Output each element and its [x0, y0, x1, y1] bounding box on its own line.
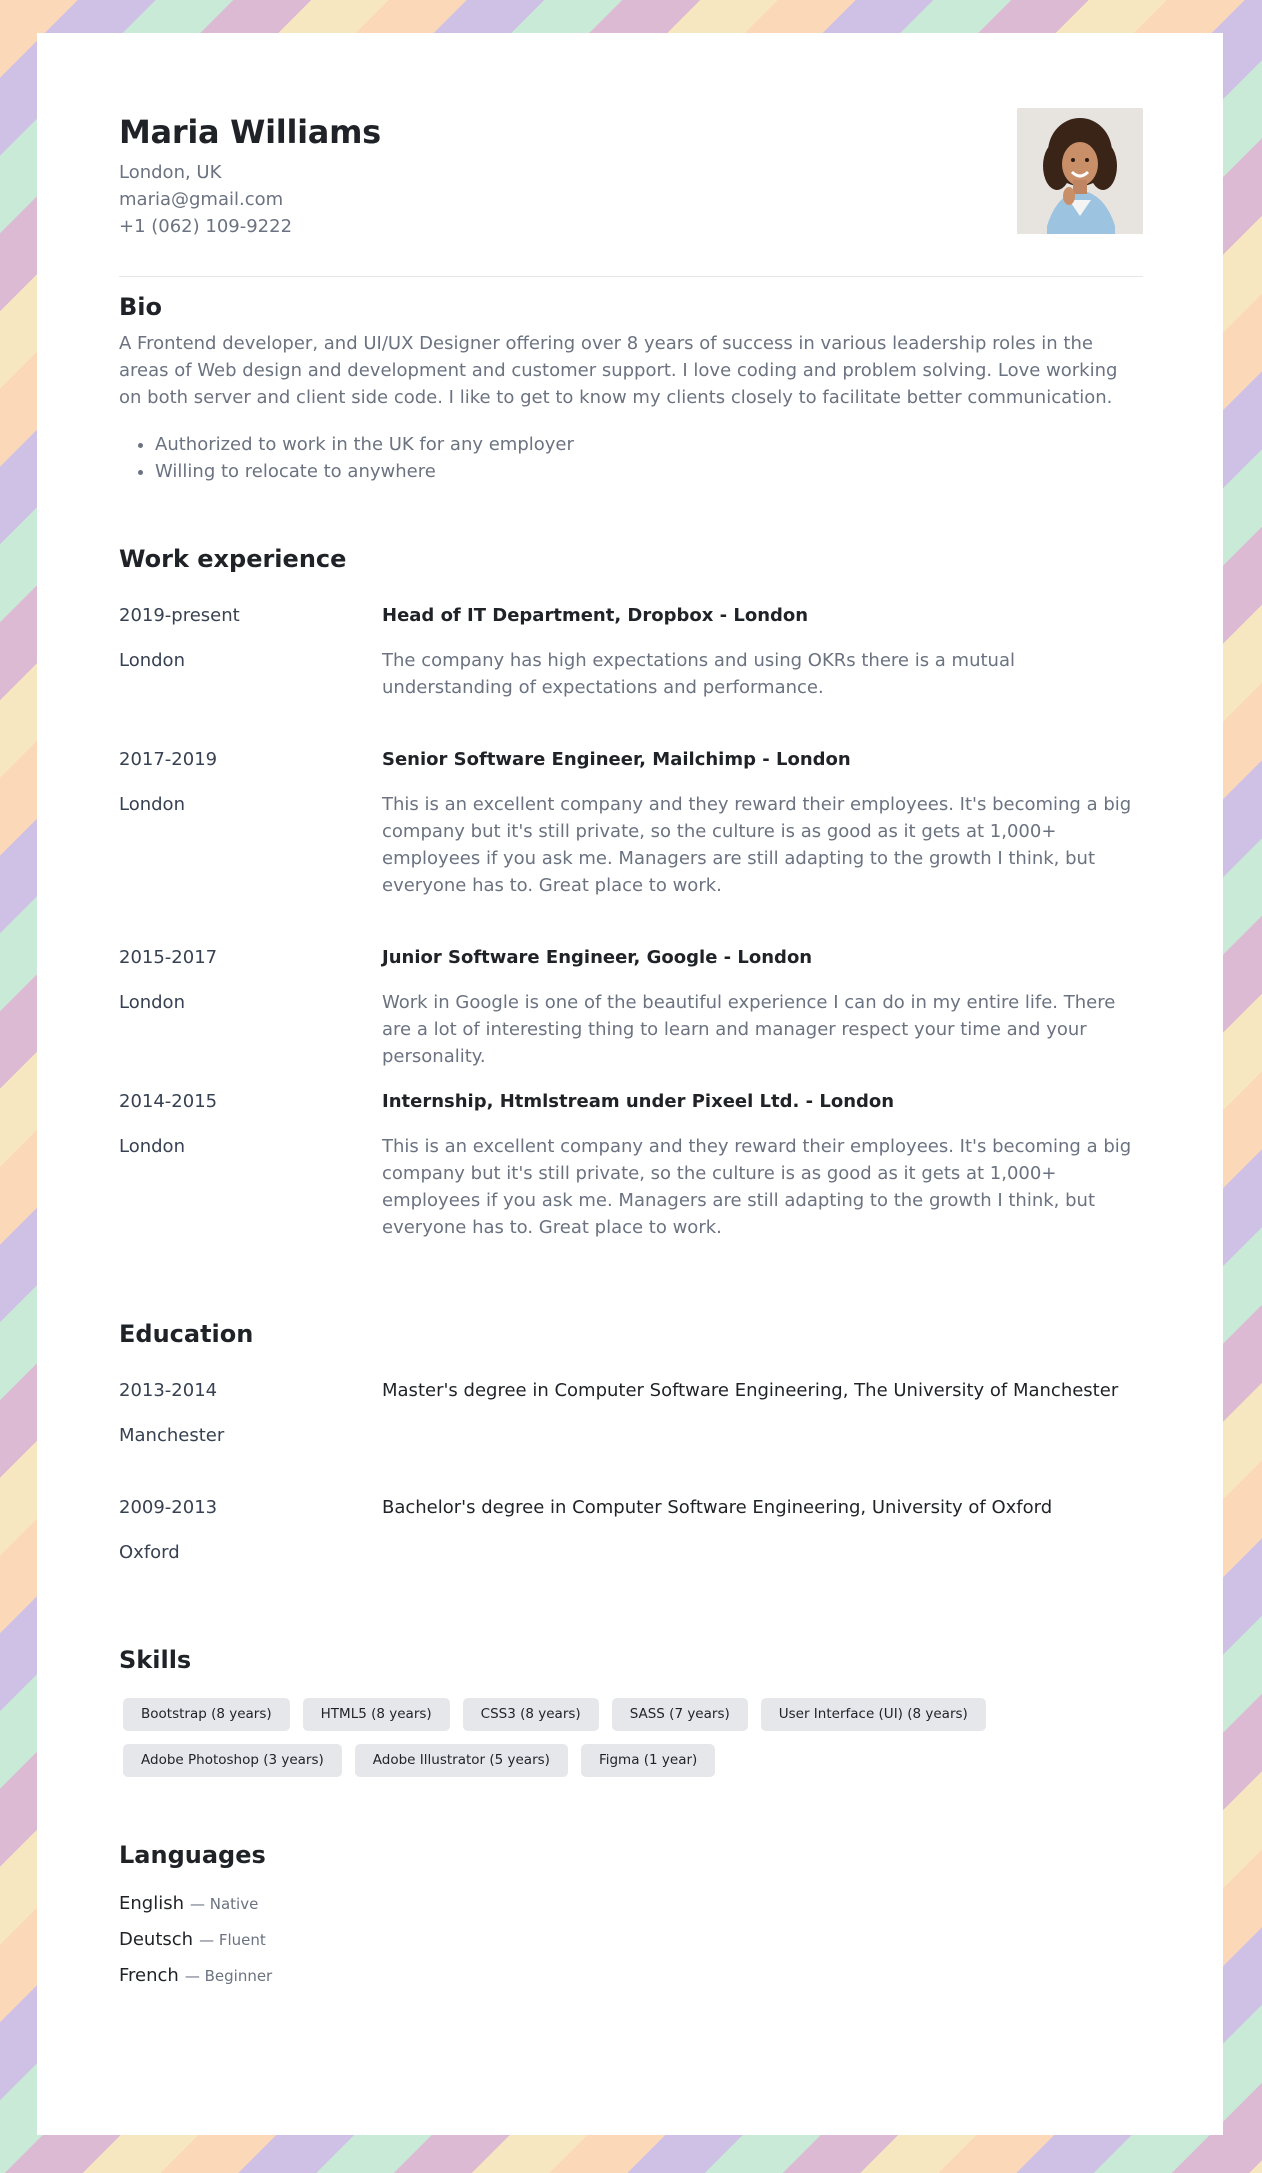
education-date: 2009-2013	[119, 1497, 218, 1518]
skills-title: Skills	[119, 1646, 192, 1674]
bio-text: A Frontend developer, and UI/UX Designer offering over 8 years of success in various leadership roles in the areas of Web design and development and customer support. I love coding and problem solving. Love working on both server and client side code. I like to get to know my clients closely to facilitate better communication.	[119, 333, 1118, 408]
work-description: This is an excellent company and they reward their employees. It's becoming a big company but it's still private, so the culture is as good as it gets at 1,000+ employees if you ask me. Managers are still adapting to the growth I think, but everyone has to. Great place to work.	[382, 1136, 1132, 1238]
profile-location: London, UK	[119, 162, 222, 183]
work-date: 2015-2017	[119, 947, 218, 968]
work-role: Junior Software Engineer, Google - London	[382, 947, 813, 968]
skill-chip: HTML5 (8 years)	[303, 1698, 450, 1731]
work-date: 2019-present	[119, 605, 240, 626]
work-description: Work in Google is one of the beautiful experience I can do in my entire life. There are a lot of interesting thing to learn and manager respect your time and your personality.	[382, 992, 1116, 1067]
skill-chip: Adobe Photoshop (3 years)	[123, 1744, 342, 1777]
language-name: English	[119, 1893, 184, 1914]
skill-chip: User Interface (UI) (8 years)	[761, 1698, 986, 1731]
work-title: Work experience	[119, 545, 347, 573]
bio-bullets	[119, 431, 574, 485]
work-date: 2014-2015	[119, 1091, 218, 1112]
language-item	[119, 1893, 258, 1914]
skill-chip: Adobe Illustrator (5 years)	[355, 1744, 568, 1777]
skill-chip: Bootstrap (8 years)	[123, 1698, 290, 1731]
education-location: Oxford	[119, 1542, 180, 1563]
language-level: — Native	[190, 1895, 259, 1913]
work-role: Head of IT Department, Dropbox - London	[382, 605, 809, 626]
resume-header	[119, 113, 1143, 263]
language-name: French	[119, 1965, 179, 1986]
profile-email[interactable]: maria@gmail.com	[119, 189, 284, 210]
work-location: London	[119, 992, 185, 1013]
bio-bullet: • Authorized to work in the UK for any employer	[155, 431, 574, 458]
profile-photo-icon	[1017, 108, 1143, 234]
education-title: Education	[119, 1320, 254, 1348]
education-degree: Bachelor's degree in Computer Software Engineering, University of Oxford	[382, 1497, 1053, 1518]
work-location: London	[119, 794, 185, 815]
work-description: This is an excellent company and they reward their employees. It's becoming a big company but it's still private, so the culture is as good as it gets at 1,000+ employees if you ask me. Managers are still adapting to the growth I think, but everyone has to. Great place to work.	[382, 794, 1132, 896]
work-location: London	[119, 650, 185, 671]
education-degree: Master's degree in Computer Software Engineering, The University of Manchester	[382, 1380, 1119, 1401]
profile-name: Maria Williams	[119, 113, 381, 151]
header-divider	[119, 276, 1143, 277]
language-item	[119, 1929, 266, 1950]
bio-title: Bio	[119, 293, 163, 321]
avatar	[1017, 108, 1143, 234]
skills-list	[123, 1698, 1023, 1777]
resume-card	[37, 33, 1223, 2135]
language-item	[119, 1965, 272, 1986]
bio-bullet: • Willing to relocate to anywhere	[155, 458, 574, 485]
language-name: Deutsch	[119, 1929, 194, 1950]
language-level: — Beginner	[184, 1967, 273, 1985]
education-date: 2013-2014	[119, 1380, 218, 1401]
work-location: London	[119, 1136, 185, 1157]
work-role: Senior Software Engineer, Mailchimp - London	[382, 749, 851, 770]
languages-title: Languages	[119, 1841, 266, 1869]
skill-chip: CSS3 (8 years)	[463, 1698, 599, 1731]
work-description: The company has high expectations and using OKRs there is a mutual understanding of expectations and performance.	[382, 650, 1015, 698]
profile-phone[interactable]: +1 (062) 109-9222	[119, 216, 293, 237]
skill-chip: SASS (7 years)	[612, 1698, 748, 1731]
education-location: Manchester	[119, 1425, 225, 1446]
work-date: 2017-2019	[119, 749, 218, 770]
work-role: Internship, Htmlstream under Pixeel Ltd. - London	[382, 1091, 895, 1112]
skill-chip: Figma (1 year)	[581, 1744, 715, 1777]
language-level: — Fluent	[199, 1931, 266, 1949]
